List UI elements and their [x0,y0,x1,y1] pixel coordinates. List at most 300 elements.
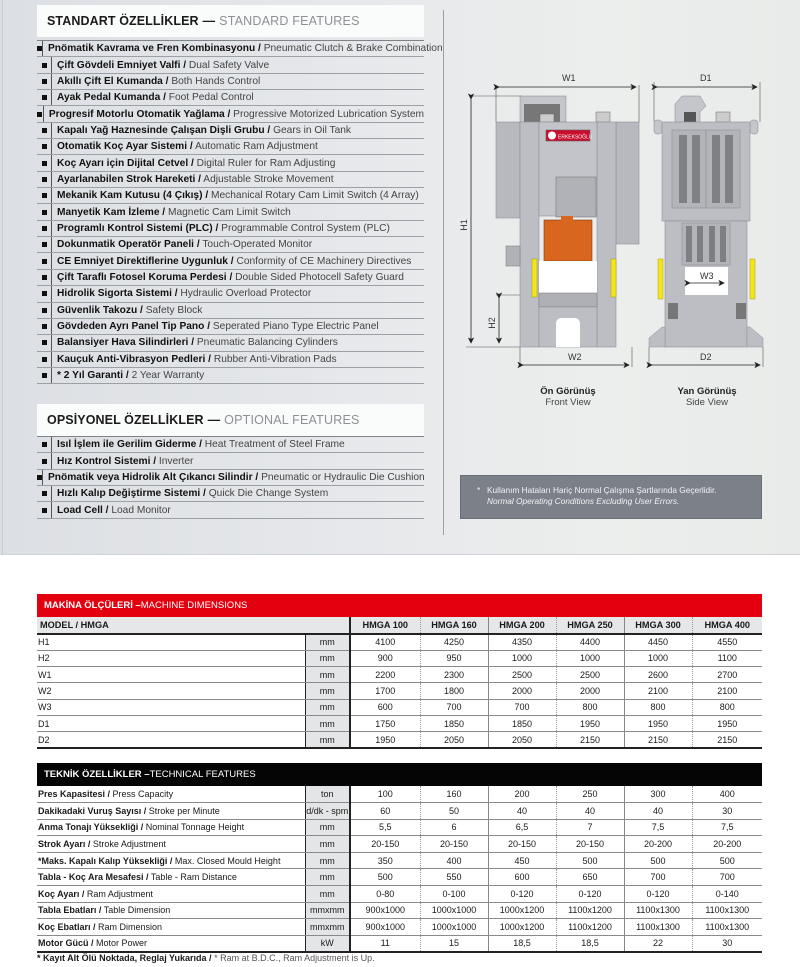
feature-list-item [37,74,424,90]
feature-label-tr: Strok Ayarı / [38,839,91,850]
feature-label-en: Stroke per Minute [146,805,220,816]
bullet-column [37,155,52,170]
feature-text [52,305,202,316]
feature-name-tr: Çift Gövdeli Emniyet Valfi / [57,59,187,71]
value-cell: 6 [420,819,488,836]
bullet-column [37,368,52,383]
value-cell: 600 [350,699,420,715]
bullet-column [37,270,52,285]
feature-text [43,472,425,483]
feature-text [52,141,318,152]
feature-text [52,439,345,450]
value-cell: 1000 [624,650,692,666]
feature-list-item [37,319,424,335]
table-row [37,732,762,748]
value-cell: 600 [488,869,556,886]
value-cell: 1100x1300 [624,919,692,936]
dimension-label: H2 [37,650,305,666]
feature-name-en: Adjustable Stroke Movement [201,173,334,185]
value-cell: 1100x1300 [624,902,692,919]
feature-name-en: Programmable Control System (PLC) [218,222,390,234]
feature-text [52,505,171,516]
value-cell: 20-150 [420,836,488,853]
feature-text [52,76,260,87]
bullet-column [37,253,52,268]
optional-title-tr: OPSİYONEL ÖZELLİKLER [47,413,204,427]
model-column-header: HMGA 160 [420,617,488,634]
feature-text [52,223,390,234]
square-bullet-icon [42,226,47,231]
dimension-label: W1 [37,667,305,683]
dim-d1-label: D1 [700,73,712,83]
feature-name-tr: Dokunmatik Operatör Paneli / [57,239,200,251]
feature-name-tr: Ayarlanabilen Strok Hareketi / [57,173,202,185]
value-cell: 400 [420,852,488,869]
feature-name-en: Progressive Motorized Lubrication System [230,108,424,120]
table-row [37,803,762,820]
unit-cell: mm [305,886,350,903]
heading-dash: — [207,413,221,427]
dim-h2-label: H2 [486,317,497,329]
square-bullet-icon [42,242,47,247]
dimension-label: W3 [37,699,305,715]
value-cell: 2150 [556,732,624,748]
side-view-caption [667,386,747,408]
square-bullet-icon [42,144,47,149]
value-cell: 22 [624,935,692,952]
value-cell: 500 [350,869,420,886]
square-bullet-icon [42,161,47,166]
value-cell: 0-120 [488,886,556,903]
value-cell: 1100x1200 [556,902,624,919]
value-cell: 7,5 [692,819,762,836]
feature-list-item [37,253,424,269]
table-row [37,886,762,903]
feature-list-item [37,90,424,106]
feature-name-tr: Kapalı Yağ Haznesinde Çalışan Dişli Grubu / [57,124,271,136]
feature-name-tr: * 2 Yıl Garanti / [57,370,129,382]
technical-features-table [37,763,762,953]
value-cell: 11 [350,935,420,952]
value-cell: 0-120 [556,886,624,903]
side-view-title-en: Side View [685,397,729,408]
value-cell: 1950 [692,715,762,731]
value-cell: 400 [692,786,762,803]
value-cell: 2300 [420,667,488,683]
value-cell: 4400 [556,634,624,650]
feature-name-en: Pneumatic Clutch & Brake Combination [260,43,443,55]
feature-label-tr: Motor Gücü / [38,938,94,949]
square-bullet-icon [37,475,42,480]
value-cell: 4250 [420,634,488,650]
value-cell: 20-150 [350,836,420,853]
feature-text [52,60,269,71]
square-bullet-icon [42,491,47,496]
value-cell: 1850 [488,715,556,731]
value-cell: 1100x1300 [692,919,762,936]
feature-text [52,256,411,267]
feature-label-tr: Koç Ebatları / [38,922,96,933]
square-bullet-icon [42,324,47,329]
optional-features-list [37,436,424,519]
value-cell: 900 [350,650,420,666]
value-cell: 5,5 [350,819,420,836]
value-cell: 20-200 [624,836,692,853]
feature-text [52,288,311,299]
feature-name-tr: Hidrolik Sigorta Sistemi / [57,288,178,300]
feature-name-en: Hydraulic Overload Protector [177,288,312,300]
feature-label [37,869,305,886]
feature-list-item [37,502,424,518]
feature-label [37,852,305,869]
value-cell: 1000 [556,650,624,666]
feature-label-en: Ram Dimension [95,922,163,933]
feature-name-en: Digital Ruler for Ram Adjusting [193,157,336,169]
value-cell: 450 [488,852,556,869]
feature-name-tr: Pnömatik Kavrama ve Fren Kombinasyonu / [48,43,261,55]
feature-name-en: Magnetic Cam Limit Switch [165,206,291,218]
bullet-column [37,221,52,236]
value-cell: 1000x1000 [420,902,488,919]
feature-text [52,272,404,283]
value-cell: 2200 [350,667,420,683]
feature-name-tr: Çift Taraflı Fotosel Koruma Perdesi / [57,271,233,283]
bullet-column [37,319,52,334]
value-cell: 1100 [692,650,762,666]
table-row [37,919,762,936]
value-cell: 300 [624,786,692,803]
bullet-column [37,139,52,154]
feature-text [44,109,424,120]
feature-label [37,886,305,903]
press-drawing-icon [444,60,784,420]
feature-label-en: Table Dimension [101,905,171,916]
dimensions-table-title [37,594,762,617]
value-cell: 1850 [420,715,488,731]
value-cell: 18,5 [488,935,556,952]
feature-label [37,935,305,952]
bullet-column [37,502,52,517]
value-cell: 2100 [692,683,762,699]
feature-list-item [37,123,424,139]
value-cell: 200 [488,786,556,803]
value-cell: 0-100 [420,886,488,903]
front-view-title-tr: Ön Görünüş [540,386,596,397]
machine-dimensions-table [37,594,762,749]
dimensions-title-tr: MAKİNA ÖLÇÜLERİ – [44,600,141,611]
feature-list-item [37,155,424,171]
table-row [37,683,762,699]
square-bullet-icon [42,193,47,198]
bullet-column [37,106,44,121]
table-row [37,836,762,853]
value-cell: 2000 [556,683,624,699]
value-cell: 30 [692,935,762,952]
value-cell: 650 [556,869,624,886]
dim-w2-label: W2 [568,352,582,362]
front-view-caption [528,386,608,408]
value-cell: 500 [692,852,762,869]
unit-cell: mm [305,732,350,748]
value-cell: 0-80 [350,886,420,903]
square-bullet-icon [42,373,47,378]
value-cell: 950 [420,650,488,666]
bullet-column [37,486,52,501]
value-cell: 1950 [624,715,692,731]
value-cell: 1950 [556,715,624,731]
model-header-label: MODEL / HMGA [37,617,305,634]
feature-list-item [37,486,424,502]
feature-name-en: Double Sided Photocell Safety Guard [232,271,404,283]
dim-w3-label: W3 [700,271,714,281]
value-cell: 15 [420,935,488,952]
bullet-column [37,57,52,72]
bullet-column [37,90,52,105]
value-cell: 7,5 [624,819,692,836]
feature-name-tr: Balansiyer Hava Silindirleri / [57,337,195,349]
value-cell: 1000x1000 [420,919,488,936]
square-bullet-icon [42,95,47,100]
bullet-column [37,74,52,89]
feature-list-item [37,57,424,73]
bullet-column [37,188,52,203]
unit-header [305,617,350,634]
value-cell: 1000 [488,650,556,666]
bullet-column [37,437,52,452]
square-bullet-icon [42,259,47,264]
feature-text [52,239,312,250]
side-view-title-tr: Yan Görünüş [677,386,737,397]
note-line-tr: Kullanım Hataları Hariç Normal Çalışma Şartlarında Geçerlidir. [487,485,717,495]
value-cell: 4350 [488,634,556,650]
square-bullet-icon [42,508,47,513]
square-bullet-icon [42,128,47,133]
feature-text [52,488,328,499]
unit-cell: mm [305,667,350,683]
feature-label-tr: Anma Tonajı Yüksekliği / [38,822,144,833]
value-cell: 60 [350,803,420,820]
footnote-tr: * Kayıt Alt Ölü Noktada, Reglaj Yukarıda / [37,953,212,963]
dim-d2-label: D2 [700,352,712,362]
table-row [37,667,762,683]
square-bullet-icon [42,210,47,215]
table-row [37,786,762,803]
technical-table-title [37,763,762,786]
feature-label-tr: Pres Kapasitesi / [38,789,111,800]
value-cell: 4450 [624,634,692,650]
feature-label-en: Ram Adjustment [84,888,153,899]
feature-text [52,354,337,365]
value-cell: 700 [692,869,762,886]
feature-text [52,92,254,103]
dim-w1-label: W1 [562,73,576,83]
standard-features-heading [37,5,424,37]
feature-name-en: Quick Die Change System [205,488,329,500]
value-cell: 900x1000 [350,902,420,919]
value-cell: 2000 [488,683,556,699]
feature-list-item [37,188,424,204]
model-column-header: HMGA 100 [350,617,420,634]
value-cell: 1950 [350,732,420,748]
unit-cell: mmxmm [305,919,350,936]
value-cell: 0-120 [624,886,692,903]
table-row [37,819,762,836]
feature-text [52,456,193,467]
value-cell: 100 [350,786,420,803]
feature-label [37,919,305,936]
feature-name-en: Automatic Ram Adjustment [192,141,318,153]
value-cell: 40 [556,803,624,820]
value-cell: 6,5 [488,819,556,836]
front-view-title-en: Front View [545,397,591,408]
value-cell: 1000x1200 [488,902,556,919]
value-cell: 500 [624,852,692,869]
feature-label-en: Stroke Adjustment [90,839,166,850]
feature-name-tr: Ayak Pedal Kumanda / [57,92,166,104]
feature-text [52,207,291,218]
left-edge-line [2,0,3,555]
feature-name-tr: Isıl İşlem ile Gerilim Giderme / [57,439,202,451]
feature-name-en: Load Monitor [108,504,171,516]
feature-name-en: Safety Block [142,304,203,316]
feature-name-en: Rubber Anti-Vibration Pads [211,353,337,365]
value-cell: 40 [624,803,692,820]
table-row [37,715,762,731]
feature-text [52,158,335,169]
feature-name-tr: Koç Ayarı için Dijital Cetvel / [57,157,194,169]
unit-cell: mm [305,650,350,666]
feature-name-tr: Otomatik Koç Ayar Sistemi / [57,141,193,153]
value-cell: 800 [692,699,762,715]
dim-h1-label: H1 [458,219,469,231]
feature-label-en: Press Capacity [110,789,174,800]
value-cell: 2600 [624,667,692,683]
table-row [37,852,762,869]
feature-label [37,836,305,853]
standard-title-tr: STANDART ÖZELLİKLER [47,14,199,28]
feature-name-tr: Manyetik Kam İzleme / [57,206,166,218]
feature-label-en: Table - Ram Distance [148,872,237,883]
unit-cell: d/dk - spm [305,803,350,820]
feature-name-en: Touch-Operated Monitor [199,239,313,251]
feature-list-item [37,453,424,469]
value-cell: 2050 [420,732,488,748]
heading-dash: — [202,14,216,28]
bullet-column [37,286,52,301]
square-bullet-icon [42,442,47,447]
unit-cell: kW [305,935,350,952]
model-column-header: HMGA 250 [556,617,624,634]
value-cell: 160 [420,786,488,803]
unit-cell: mm [305,852,350,869]
feature-name-tr: Gövdeden Ayrı Panel Tip Pano / [57,321,211,333]
feature-list-item [37,221,424,237]
feature-name-en: Dual Safety Valve [186,59,270,71]
feature-name-en: 2 Year Warranty [128,370,205,382]
feature-text [52,190,419,201]
square-bullet-icon [42,340,47,345]
value-cell: 18,5 [556,935,624,952]
feature-list-item [37,172,424,188]
square-bullet-icon [42,275,47,280]
feature-name-en: Seperated Piano Type Electric Panel [210,321,379,333]
feature-name-tr: Load Cell / [57,504,109,516]
value-cell: 2100 [624,683,692,699]
unit-cell: mmxmm [305,902,350,919]
bullet-column [37,172,52,187]
feature-name-tr: CE Emniyet Direktiflerine Uygunluk / [57,255,234,267]
value-cell: 2700 [692,667,762,683]
feature-list-item [37,41,443,57]
feature-list-item [37,470,424,486]
feature-text [52,321,379,332]
feature-name-tr: Progresif Motorlu Otomatik Yağlama / [48,108,231,120]
feature-label-tr: Tabla - Koç Ara Mesafesi / [38,872,149,883]
feature-name-tr: Hızlı Kalıp Değiştirme Sistemi / [57,488,206,500]
optional-title-en: OPTIONAL FEATURES [224,413,360,427]
feature-name-en: Pneumatic or Hydraulic Die Cushion [258,471,425,483]
feature-label-en: Motor Power [93,938,148,949]
value-cell: 20-150 [488,836,556,853]
value-cell: 350 [350,852,420,869]
feature-label-tr: Koç Ayarı / [38,888,85,899]
table-footnote [37,953,375,963]
square-bullet-icon [37,46,42,51]
value-cell: 2150 [692,732,762,748]
dimension-label: D1 [37,715,305,731]
bullet-column [37,303,52,318]
square-bullet-icon [42,357,47,362]
unit-cell: mm [305,869,350,886]
unit-cell: mm [305,683,350,699]
unit-cell: mm [305,819,350,836]
value-cell: 2150 [624,732,692,748]
note-line-en: Normal Operating Conditions Excluding User Errors. [487,496,680,506]
bullet-column [37,204,52,219]
value-cell: 900x1000 [350,919,420,936]
value-cell: 4100 [350,634,420,650]
feature-text [52,125,351,136]
value-cell: 550 [420,869,488,886]
feature-list-item [37,286,424,302]
feature-name-en: Gears in Oil Tank [270,124,352,136]
dimension-label: H1 [37,634,305,650]
feature-name-en: Conformity of CE Machinery Directives [233,255,412,267]
feature-text [43,43,443,54]
bullet-column [37,237,52,252]
unit-cell: ton [305,786,350,803]
technical-title-en: TECHNICAL FEATURES [149,769,256,780]
machine-diagram [444,60,784,420]
feature-text [52,370,204,381]
value-cell: 250 [556,786,624,803]
value-cell: 2500 [556,667,624,683]
model-column-header: HMGA 400 [692,617,762,634]
value-cell: 2050 [488,732,556,748]
value-cell: 50 [420,803,488,820]
value-cell: 800 [624,699,692,715]
standard-title-en: STANDARD FEATURES [219,14,360,28]
unit-cell: mm [305,715,350,731]
optional-features-heading [37,404,424,436]
feature-label-en: Max. Closed Mould Height [172,855,281,866]
value-cell: 700 [624,869,692,886]
feature-name-tr: Güvenlik Takozu / [57,304,143,316]
value-cell: 800 [556,699,624,715]
svg-text:ERKEKSOĞLU: ERKEKSOĞLU [558,134,593,141]
square-bullet-icon [42,63,47,68]
value-cell: 1700 [350,683,420,699]
